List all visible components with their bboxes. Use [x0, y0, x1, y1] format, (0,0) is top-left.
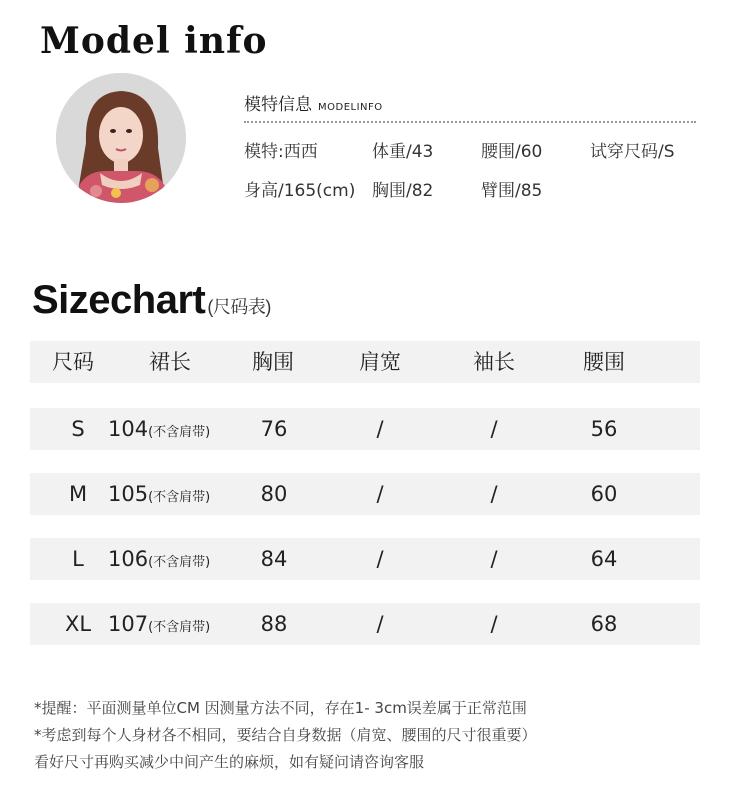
cell-bust: 88: [260, 612, 288, 636]
cell-waist: 60: [590, 482, 618, 506]
cell-shoulder: /: [376, 417, 384, 441]
cell-length: [108, 538, 238, 580]
header-bust: 胸围: [252, 350, 294, 374]
footnote-measurement: *提醒：平面测量单位CM 因测量方法不同，存在1- 3cm误差属于正常范围: [34, 699, 527, 717]
dotted-divider: [244, 121, 696, 123]
cell-bust: 84: [260, 547, 288, 571]
model-waist: 腰围/60: [481, 142, 543, 162]
header-shoulder: 肩宽: [359, 350, 401, 374]
model-info-title: Model info: [40, 20, 268, 62]
sizechart-title: [32, 278, 271, 323]
cell-length-value: 105: [108, 482, 149, 506]
header-sleeve: 袖长: [473, 350, 515, 374]
model-arm: 臂围/85: [481, 181, 543, 201]
model-avatar: [56, 73, 186, 203]
cell-sleeve: /: [490, 547, 498, 571]
cell-shoulder: /: [376, 612, 384, 636]
cell-bust: 80: [260, 482, 288, 506]
cell-size: L: [72, 547, 84, 571]
cell-length-value: 106: [108, 547, 149, 571]
footnote-body-data: *考虑到每个人身材各不相同，要结合自身数据（肩宽、腰围的尺寸很重要）: [34, 726, 537, 744]
cell-length-value: 104: [108, 417, 149, 441]
model-weight: 体重/43: [372, 142, 434, 162]
cell-length-note: (不含肩带): [148, 425, 211, 440]
model-info-heading-text: 模特信息: [244, 95, 312, 115]
cell-size: S: [71, 417, 85, 441]
model-info-heading: [244, 90, 383, 115]
cell-shoulder: /: [376, 547, 384, 571]
cell-sleeve: /: [490, 482, 498, 506]
cell-waist: 56: [590, 417, 618, 441]
cell-sleeve: /: [490, 417, 498, 441]
model-bust: 胸围/82: [372, 181, 434, 201]
cell-waist: 68: [590, 612, 618, 636]
cell-size: XL: [64, 612, 92, 636]
cell-bust: 76: [260, 417, 288, 441]
cell-length-note: (不含肩带): [148, 555, 211, 570]
cell-length-note: (不含肩带): [148, 620, 211, 635]
model-height: 身高/165(cm): [244, 181, 356, 201]
model-fit-size: 试穿尺码/S: [590, 142, 675, 162]
cell-length-value: 107: [108, 612, 149, 636]
cell-sleeve: /: [490, 612, 498, 636]
header-length: 裙长: [149, 350, 191, 374]
sizechart-title-sub: (尺码表): [207, 297, 271, 317]
model-info-heading-sub: MODELINFO: [318, 102, 383, 113]
model-name: 模特:西西: [244, 142, 318, 162]
cell-length: [108, 473, 238, 515]
cell-length: [108, 408, 238, 450]
cell-size: M: [68, 482, 88, 506]
sizechart-title-text: Sizechart: [32, 278, 206, 322]
cell-length-note: (不含肩带): [148, 490, 211, 505]
cell-length: [108, 603, 238, 645]
header-size: 尺码: [52, 350, 94, 374]
cell-waist: 64: [590, 547, 618, 571]
footnote-contact: 看好尺寸再购买减少中间产生的麻烦，如有疑问请咨询客服: [34, 753, 425, 771]
cell-shoulder: /: [376, 482, 384, 506]
header-waist: 腰围: [583, 350, 625, 374]
